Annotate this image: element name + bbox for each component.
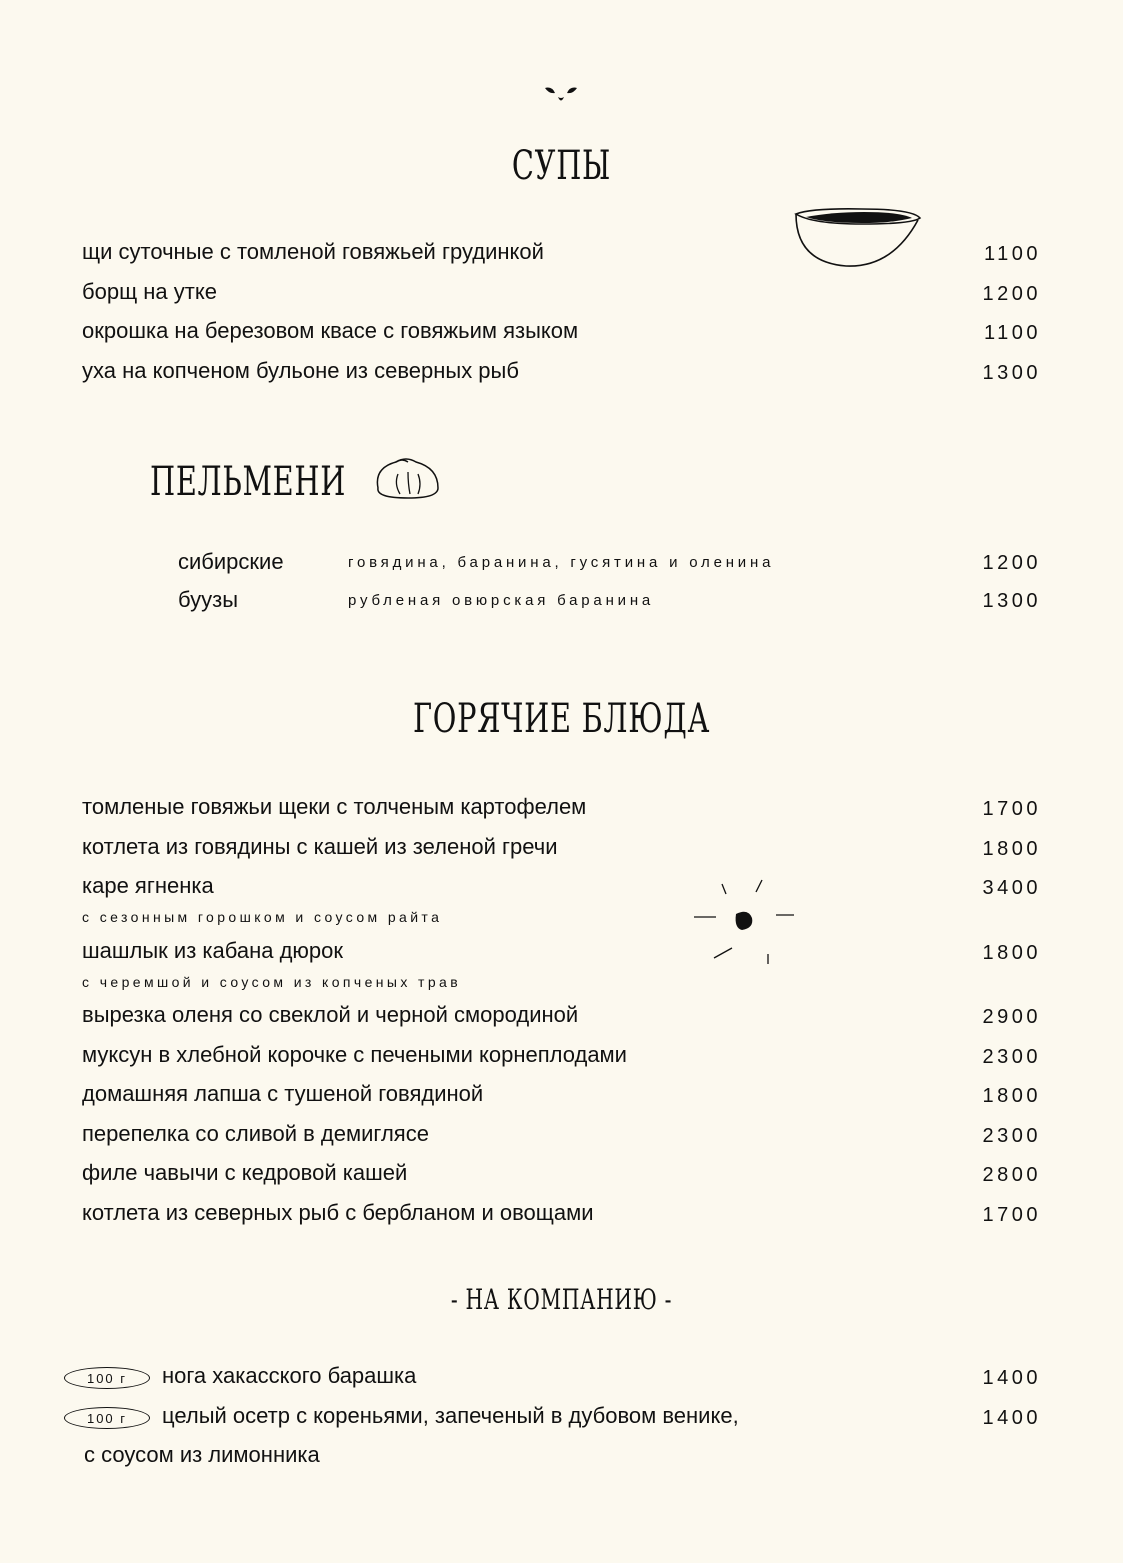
menu-item-price: 3400 [982,877,1041,899]
leaf-ornament-icon [541,84,581,106]
section-title-hot: ГОРЯЧИЕ БЛЮДА [412,696,711,742]
menu-item-price: 2300 [982,1125,1041,1147]
menu-item-name: нога хакасского барашка [162,1363,417,1388]
menu-item-name: филе чавычи с кедровой кашей [82,1160,408,1185]
menu-item-price: 2800 [982,1164,1041,1186]
menu-item-name: котлета из северных рыб с бербланом и овощами [82,1200,594,1225]
menu-item-price: 1400 [982,1367,1041,1389]
menu-item-description: говядина, баранина, гусятина и оленина [348,554,775,571]
sun-ornament-icon [690,876,800,968]
section-title-pelmeni: ПЕЛЬМЕНИ [150,459,347,505]
menu-item-price: 1100 [983,243,1041,265]
menu-item-description: с черемшой и соусом из копченых трав [82,974,462,990]
dumpling-icon [372,454,444,502]
menu-item-name: перепелка со сливой в демиглясе [82,1121,429,1146]
menu-item-name-continued: с соусом из лимонника [84,1442,320,1467]
menu-item-price: 2900 [982,1006,1041,1028]
section-title-company: - НА КОМПАНИЮ - [450,1283,673,1316]
menu-item-name: вырезка оленя со свеклой и черной смородиной [82,1002,579,1027]
menu-item-price: 1200 [982,283,1041,305]
menu-item-description: рубленая овюрская баранина [348,592,655,609]
soup-bowl-icon [792,206,926,270]
menu-item-name: томленые говяжьи щеки с толченым картофелем [82,794,587,819]
menu-item-name: борщ на утке [82,279,217,304]
menu-item-name: щи суточные с томленой говяжьей грудинкой [82,239,544,264]
menu-item-name: домашняя лапша с тушеной говядиной [82,1081,484,1106]
menu-item-name: котлета из говядины с кашей из зеленой гречи [82,834,558,859]
menu-item-name: буузы [178,587,239,612]
menu-item-name: каре ягненка [82,873,214,898]
menu-item-price: 1300 [982,590,1041,612]
menu-item-name: целый осетр с кореньями, запеченый в дубовом венике, [162,1403,739,1428]
weight-badge: 100 г [64,1407,150,1429]
menu-item-price: 1800 [982,1085,1041,1107]
menu-item-name: шашлык из кабана дюрок [82,938,344,963]
menu-item-price: 1800 [982,942,1041,964]
menu-item-name: окрошка на березовом квасе с говяжьим языком [82,318,579,343]
menu-item-description: с сезонным горошком и соусом райта [82,909,443,925]
menu-item-name: сибирские [178,549,284,574]
menu-item-name: уха на копченом бульоне из северных рыб [82,358,519,383]
menu-item-price: 1400 [982,1407,1041,1429]
weight-badge: 100 г [64,1367,150,1389]
menu-item-price: 2300 [982,1046,1041,1068]
menu-item-price: 1700 [982,1204,1041,1226]
section-title-soups: СУПЫ [511,143,612,189]
menu-item-price: 1300 [982,362,1041,384]
menu-item-name: муксун в хлебной корочке с печеными корнеплодами [82,1042,627,1067]
menu-item-price: 1800 [982,838,1041,860]
menu-item-price: 1700 [982,798,1041,820]
menu-item-price: 1200 [982,552,1041,574]
menu-item-price: 1100 [983,322,1041,344]
